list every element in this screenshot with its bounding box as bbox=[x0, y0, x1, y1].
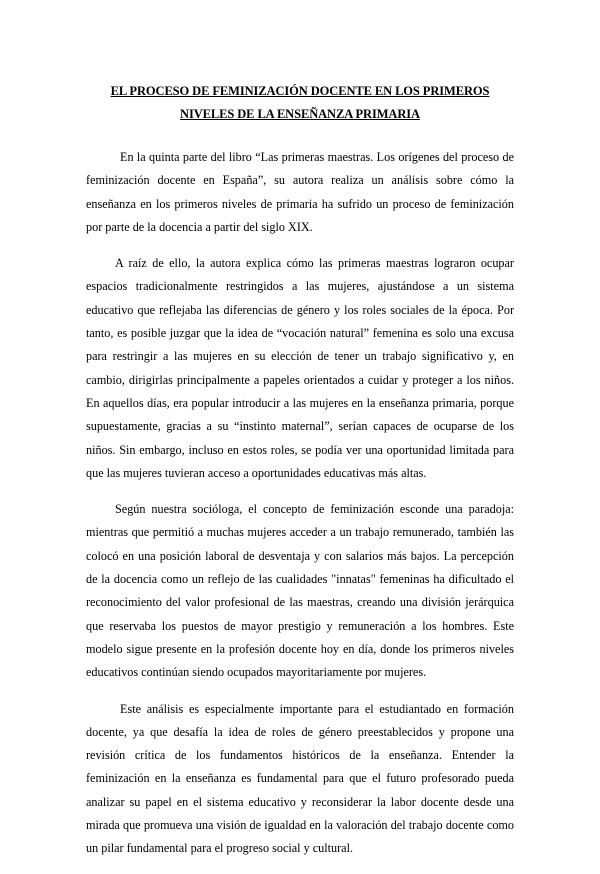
document-page bbox=[86, 80, 514, 874]
paragraph-3: Según nuestra socióloga, el concepto de feminización esconde una paradoja: mientras que permitió a muchas mujeres acceder a un trabajo remunerado, también las colocó en una posición laboral de desventaja y con salarios más bajos. La percepción de la docencia como un reflejo de las cualidades "innatas" femeninas ha dificultado el reconocimiento del valor profesional de las maestras, creando una división jerárquica que reservaba los puestos de mayor prestigio y remuneración a los hombres. Este modelo sigue presente en la profesión docente hoy en día, donde los primeros niveles educativos continúan siendo ocupados mayoritariamente por mujeres. bbox=[86, 502, 514, 680]
paragraph-1: En la quinta parte del libro “Las primeras maestras. Los orígenes del proceso de feminización docente en España”, su autora realiza un análisis sobre cómo la enseñanza en los primeros niveles de primaria ha sufrido un proceso de feminización por parte de la docencia a partir del siglo XIX. bbox=[86, 150, 514, 234]
paragraph-2: A raíz de ello, la autora explica cómo las primeras maestras lograron ocupar espacios tradicionalmente restringidos a las mujeres, ajustándose a un sistema educativo que reflejaba las diferencias de género y los roles sociales de la época. Por tanto, es posible juzgar que la idea de “vocación natural” femenina es solo una excusa para restringir a las mujeres en su elección de tener un trabajo significativo y, en cambio, dirigirlas principalmente a papeles orientados a cuidar y proteger a los niños. En aquellos días, era popular introducir a las mujeres en la enseñanza primaria, porque supuestamente, gracias a su “instinto maternal”, serían capaces de ocuparse de los niños. Sin embargo, incluso en estos roles, se podía ver una oportunidad limitada para que las mujeres tuvieran acceso a oportunidades educativas más altas. bbox=[86, 256, 514, 480]
paragraph-4: Este análisis es especialmente importante para el estudiantado en formación docente, ya que desafía la idea de roles de género preestablecidos y propone una revisión crítica de los fundamentos históricos de la enseñanza. Entender la feminización en la enseñanza es fundamental para que el futuro profesorado pueda analizar su papel en el sistema educativo y reconsiderar la labor docente desde una mirada que promueva una visión de igualdad en la valoración del trabajo docente como un pilar fundamental para el progreso social y cultural. bbox=[86, 701, 514, 856]
document-title: EL PROCESO DE FEMINIZACIÓN DOCENTE EN LOS PRIMEROS NIVELES DE LA ENSEÑANZA PRIMARIA bbox=[110, 84, 490, 121]
